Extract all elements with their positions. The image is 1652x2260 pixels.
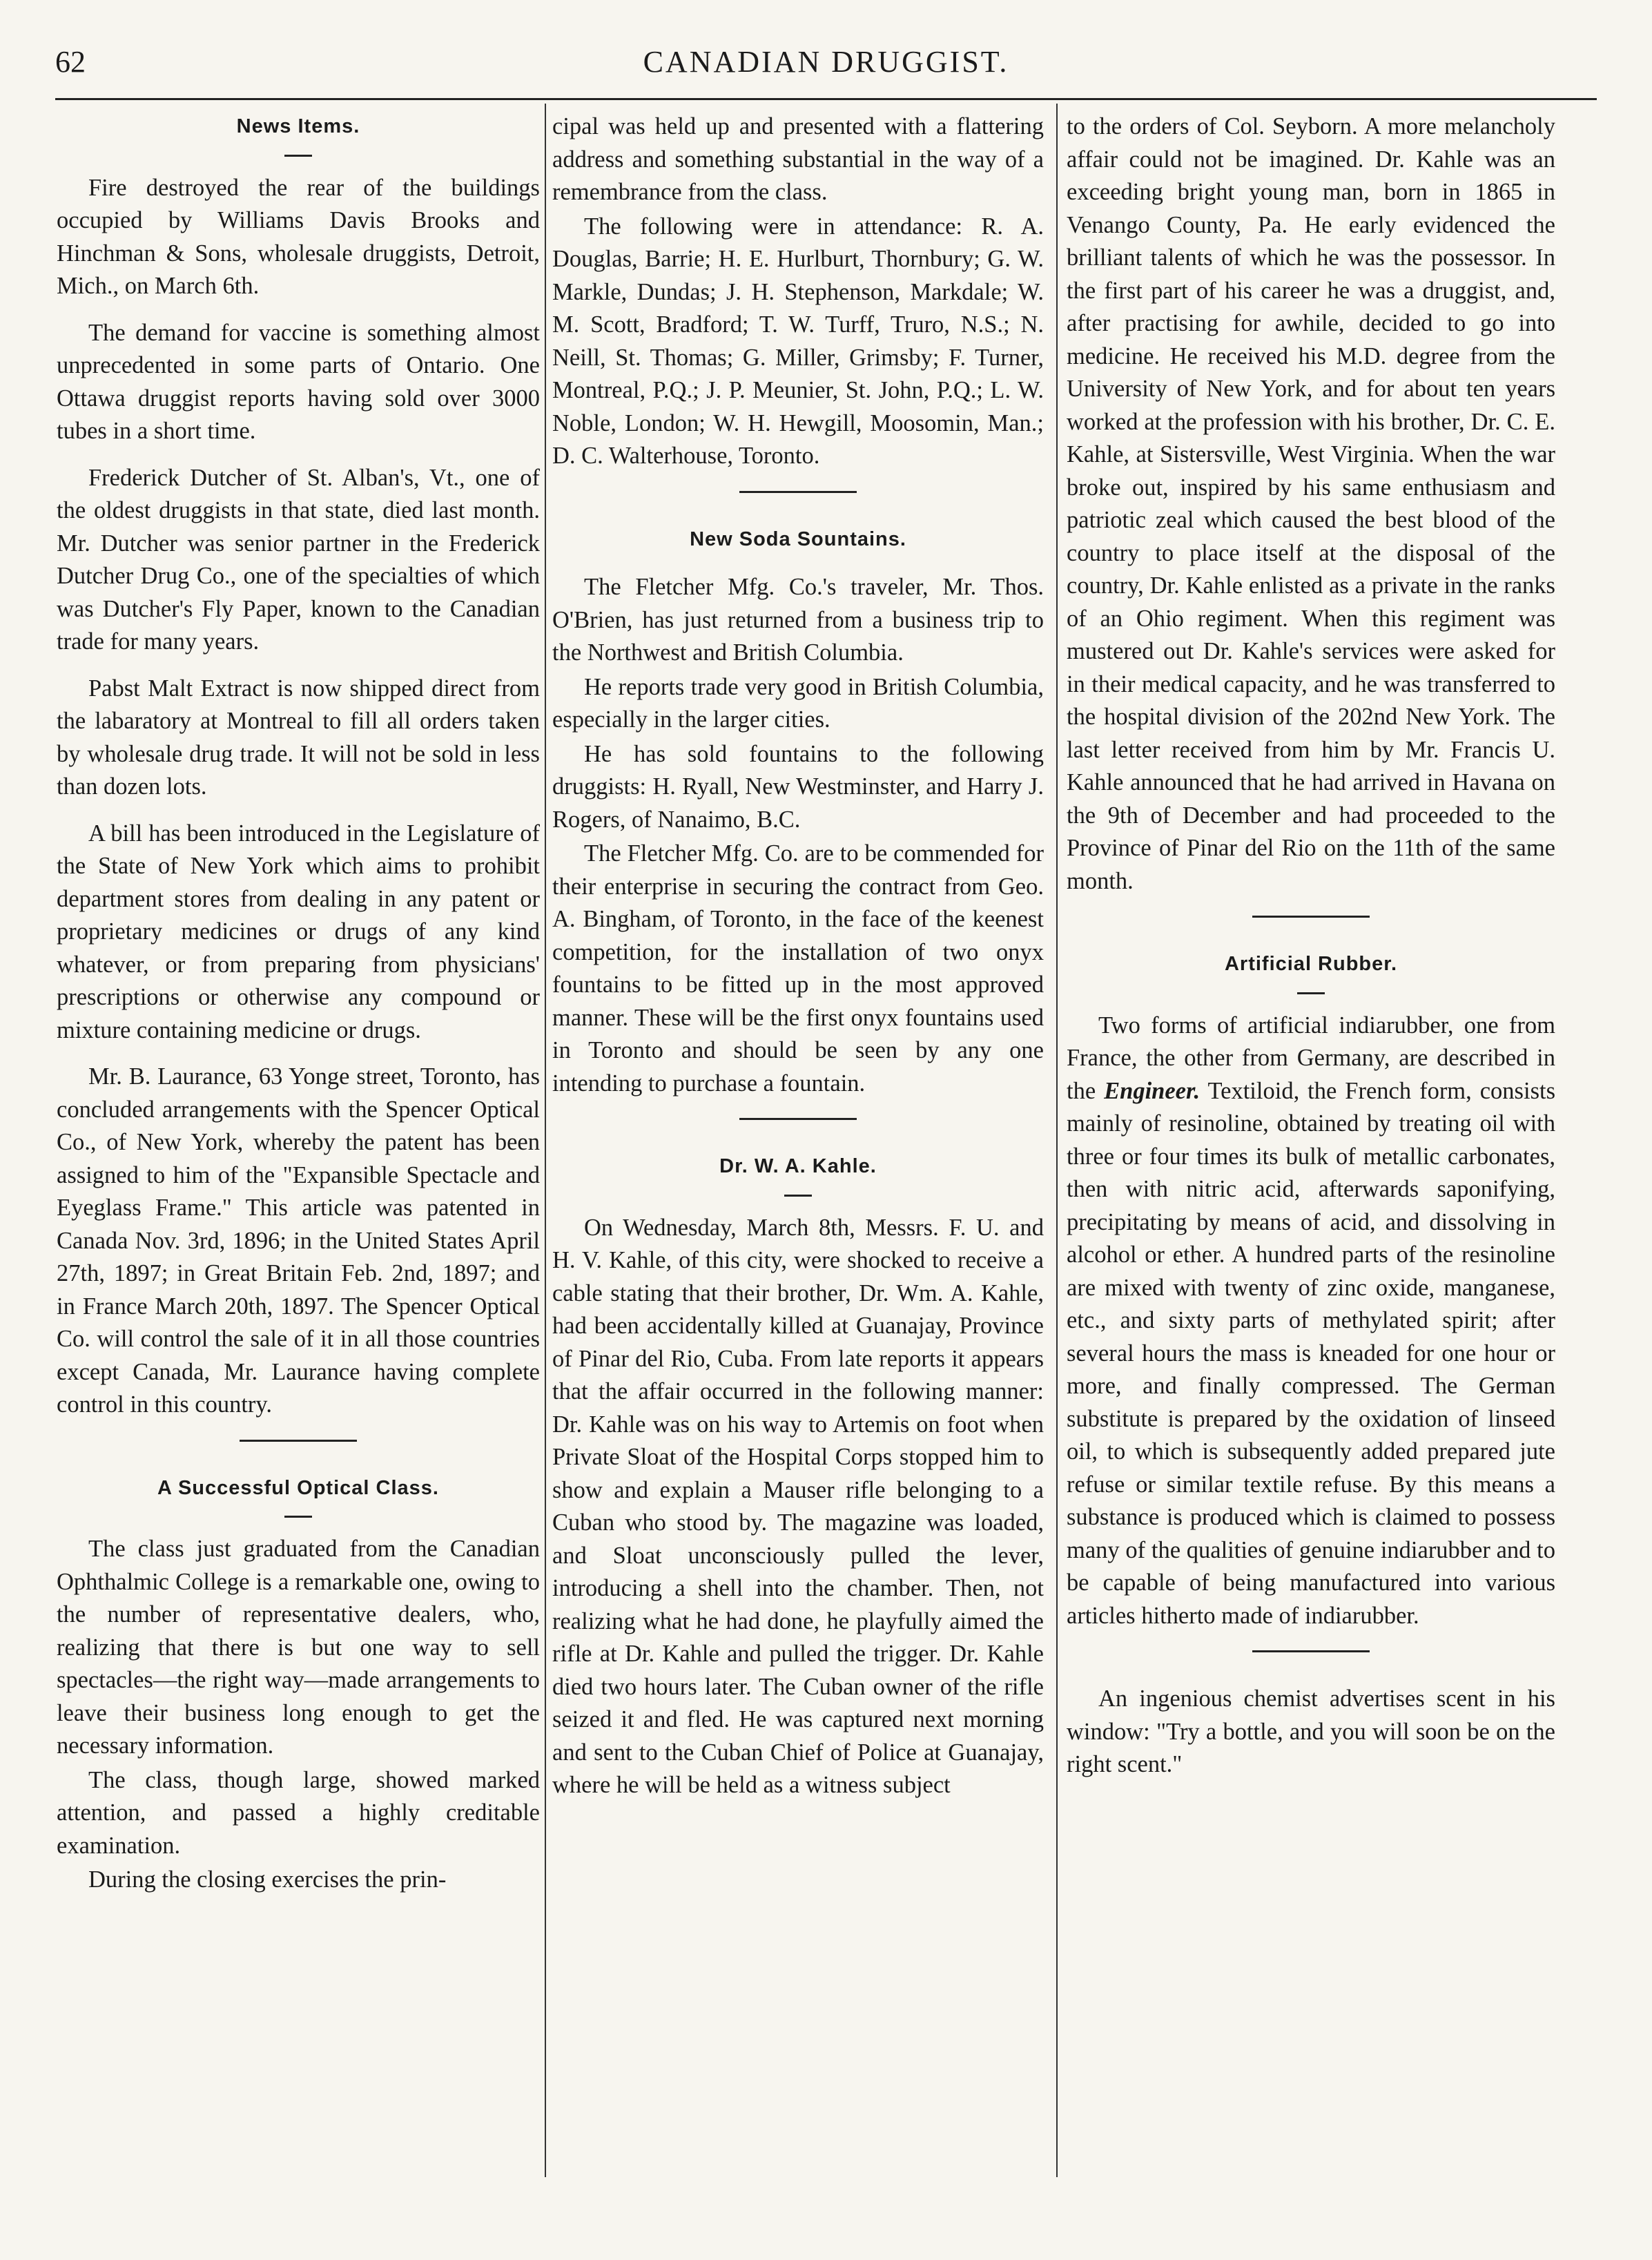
- artificial-rubber-paragraph: [1067, 1010, 1555, 1633]
- column-2: [552, 110, 1044, 2219]
- engineer-citation: Engineer.: [1104, 1077, 1201, 1104]
- news-item-5: A bill has been introduced in the Legislature of the State of New York which aims to prohibit department stores from dealing in any patent or proprietary medicines or drugs of any kind whatever, or from preparing from physicians' prescriptions or otherwise any compound or mixture containing medicine or drugs.: [57, 820, 540, 1043]
- section-rule: [739, 491, 857, 493]
- kahle-article: [552, 1150, 1044, 1802]
- heading-dash: [284, 1516, 312, 1518]
- soda-paragraph-1: The Fletcher Mfg. Co.'s traveler, Mr. Thos. O'Brien, has just returned from a business trip to the Northwest and British Columbia.: [552, 574, 1044, 666]
- kahle-continued: to the orders of Col. Seyborn. A more melancholy affair could not be imagined. Dr. Kahle was an exceeding bright young man, born in 1865 in Venango County, Pa. He early evidenced the brilliant talents of which he was the possessor. In the first part of his career he was a druggist, and, after practising for awhile, decided to go into medicine. He received his M.D. degree from the University of New York, and for about ten years worked at the profession with his brother, Dr. C. E. Kahle, at Sistersville, West Virginia. When the war broke out, inspired by his same enthusiasm and patriotic zeal which caused the best blood of the country to place itself at the disposal of the country, Dr. Kahle enlisted as a private in the ranks of an Ohio regiment. When this regiment was mustered out Dr. Kahle's services were asked for in their medical capacity, and he was transferred to the hospital division of the 202nd New York. The last letter received from him by Mr. Francis U. Kahle announced that he had arrived in Havana on the 9th of December and had proceeded to the Province of Pinar del Rio on the 11th of the same month.: [1067, 113, 1555, 894]
- soda-paragraph-2: He reports trade very good in British Columbia, especially in the larger cities.: [552, 673, 1044, 733]
- optical-continued: cipal was held up and presented with a flattering address and something substantial in the way of a remembrance from the class.: [552, 113, 1044, 205]
- section-rule: [739, 1118, 857, 1120]
- heading-dash: [284, 155, 312, 157]
- column-3: [1067, 110, 1555, 2219]
- attendance-list: The following were in attendance: R. A. Douglas, Barrie; H. E. Hurlburt, Thornbury; G. W. Markle, Dundas; J. H. Stephenson, Markdale; W. M. Scott, Bradford; T. W. Turff, Truro, N.S.; N. Neill, St. Thomas; G. Miller, Grimsby; F. Turner, Montreal, P.Q.; J. P. Meunier, St. John, P.Q.; L. W. Noble, London; W. H. Hewgill, Moosomin, Man.; D. C. Walterhouse, Toronto.: [552, 213, 1044, 469]
- column-separator: [1056, 104, 1058, 2177]
- header-rule: [55, 98, 1597, 100]
- kahle-paragraph: On Wednesday, March 8th, Messrs. F. U. and H. V. Kahle, of this city, were shocked to receive a cable stating that their brother, Dr. Wm. A. Kahle, had been accidentally killed at Guanajay, Province of Pinar del Rio, Cuba. From late reports it appears that the affair occurred in the following manner: Dr. Kahle was on his way to Artemis on foot when Private Sloat of the Hospital Corps stopped him to show and explain a Mauser rifle belonging to a Cuban who stood by. The magazine was loaded, and Sloat unconsciously pulled the lever, introducing a shell into the chamber. Then, not realizing what he had done, he playfully aimed the rifle at Dr. Kahle and pulled the trigger. Dr. Kahle died two hours later. The Cuban owner of the rifle seized it and fled. He was captured next morning and sent to the Cuban Chief of Police at Guanajay, where he will be held as a witness subject: [552, 1214, 1044, 1798]
- page-number: 62: [55, 45, 86, 79]
- news-item-3: Frederick Dutcher of St. Alban's, Vt., one of the oldest druggists in that state, died last month. Mr. Dutcher was senior partner in the Frederick Dutcher Drug Co., one of the specialties of which was Dutcher's Fly Paper, known to the Canadian trade for many years.: [57, 464, 540, 655]
- page-header: [55, 44, 1597, 93]
- heading-dash: [784, 1195, 812, 1197]
- soda-fountains-article: [552, 523, 1044, 1101]
- optical-class-heading: A Successful Optical Class.: [157, 1476, 439, 1499]
- scent-anecdote: An ingenious chemist advertises scent in his window: "Try a bottle, and you will soon be on the right scent.": [1067, 1686, 1555, 1777]
- soda-paragraph-3: He has sold fountains to the following druggists: H. Ryall, New Westminster, and Harry J. Rogers, of Nanaimo, B.C.: [552, 740, 1044, 833]
- optical-paragraph-2: The class, though large, showed marked attention, and passed a highly creditable examination.: [57, 1766, 540, 1859]
- soda-fountains-heading: New Soda Sountains.: [690, 528, 906, 550]
- publication-title: CANADIAN DRUGGIST.: [643, 45, 1009, 79]
- column-1: [57, 110, 540, 2219]
- column-separator: [545, 104, 546, 2177]
- section-rule: [240, 1440, 357, 1442]
- news-item-6: Mr. B. Laurance, 63 Yonge street, Toronto, has concluded arrangements with the Spencer Optical Co., of New York, whereby the patent has been assigned to him of the "Expansible Spectacle and Eyeglass Frame." This article was patented in Canada Nov. 3rd, 1896; in the United States April 27th, 1897; in Great Britain Feb. 2nd, 1897; and in France March 20th, 1897. The Spencer Optical Co. will control the sale of it in all those countries except Canada, Mr. Laurance having complete control in this country.: [57, 1063, 540, 1418]
- news-item-4: Pabst Malt Extract is now shipped direct from the labaratory at Montreal to fill all orders taken by wholesale drug trade. It will not be sold in less than dozen lots.: [57, 675, 540, 800]
- soda-paragraph-4: The Fletcher Mfg. Co. are to be commended for their enterprise in securing the contract from Geo. A. Bingham, of Toronto, in the face of the keenest competition, for the installation of two onyx fountains to be fitted up in the most approved manner. These will be the first onyx fountains used in Toronto and should be seen by any one intending to purchase a fountain.: [552, 840, 1044, 1097]
- optical-class-article: [57, 1472, 540, 1897]
- heading-dash: [1297, 992, 1325, 994]
- rubber-text-start: Two forms of artificial indiarubber, one from France, the other from Germany, are described in the: [1067, 1012, 1555, 1104]
- rubber-text-rest: Textiloid, the French form, consists mainly of resinoline, obtained by treating oil with three or four times its bulk of metallic carbonates, then with nitric acid, afterwards saponifying, precipitating by means of acid, and dissolving in alcohol or ether. A hundred parts of the resinoline are mixed with twenty of zinc oxide, manganese, etc., and sixty parts of methylated spirit; after several hours the mass is kneaded for one hour or more, and finally compressed. The German substitute is prepared by the oxidation of linseed oil, to which is subsequently added prepared jute refuse or similar textile refuse. By this means a substance is produced which is claimed to possess many of the qualities of genuine indiarubber and to be capable of being manufactured into various articles hitherto made of indiarubber.: [1067, 1077, 1555, 1629]
- news-item-2: The demand for vaccine is something almost unprecedented in some parts of Ontario. One Ottawa druggist reports having sold over 3000 tubes in a short time.: [57, 319, 540, 444]
- news-item-1: Fire destroyed the rear of the buildings occupied by Williams Davis Brooks and Hinchman & Sons, wholesale druggists, Detroit, Mich., on March 6th.: [57, 174, 540, 299]
- news-items-heading: News Items.: [236, 115, 360, 137]
- optical-paragraph-1: The class just graduated from the Canadian Ophthalmic College is a remarkable one, owing to the number of representative dealers, who, realizing that there is but one way to sell spectacles—the right way—made arrangements to leave their business long enough to get the necessary information.: [57, 1536, 540, 1759]
- optical-paragraph-3: During the closing exercises the prin-: [88, 1866, 447, 1893]
- section-rule: [1252, 1650, 1370, 1652]
- artificial-rubber-heading: Artificial Rubber.: [1224, 953, 1398, 975]
- kahle-heading: Dr. W. A. Kahle.: [719, 1155, 877, 1177]
- section-rule: [1252, 916, 1370, 918]
